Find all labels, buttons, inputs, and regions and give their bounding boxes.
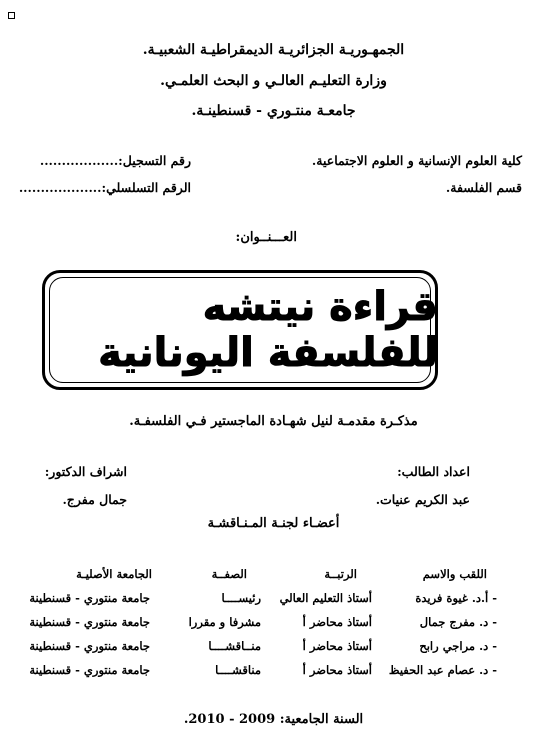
col-header-role: الصفــة [211,567,247,581]
thesis-title: قراءة نيتشه للفلسفة اليونانية [98,284,438,376]
col-header-name: اللقب والاسم [422,567,487,581]
member-rank: أستاذ محاضر أ [302,639,372,653]
republic-heading: الجمهـوريـة الجزائريـة الديمقراطيـة الشعبيـة. [142,42,405,58]
student-label: اعداد الطالب: [397,464,470,479]
member-name: - د. عصام عبد الحفيظ [388,663,497,677]
member-rank: أستاذ محاضر أ [302,615,372,629]
member-name: - أ.د. غيوة فريدة [415,591,497,605]
faculty-label: كلية العلوم الإنسانية و العلوم الاجتماعية. [311,153,522,168]
supervisor-label: اشراف الدكتور: [44,464,127,479]
member-role: منــاقشــــا [208,639,261,653]
title-label: العـــنــوان: [235,230,297,245]
col-header-university: الجامعة الأصليـة [76,567,152,581]
member-name: - د. مراجي رابح [419,639,497,653]
student-name: عبد الكريم عنيات. [375,492,470,507]
serial-number: الرقم التسلسلي:................... [18,180,191,195]
member-university: جامعة منتوري - قسنطينة [29,639,150,653]
member-rank: أستاذ محاضر أ [302,663,372,677]
member-university: جامعة منتوري - قسنطينة [29,663,150,677]
registration-number: رقم التسجيل:.................. [39,153,191,168]
supervisor-name: جمال مفرج. [62,492,127,507]
member-rank: أستاذ التعليم العالي [279,591,372,605]
ministry-heading: وزارة التعليـم العالـي و البحث العلمـي. [160,73,387,89]
member-role: مناقشــــا [215,663,261,677]
university-heading: جامعـة منتـوري - قسنطينـة. [191,103,356,119]
member-university: جامعة منتوري - قسنطينة [29,591,150,605]
academic-year: السنة الجامعية: 2009 - 2010. [183,712,364,727]
page-corner-mark [8,12,15,19]
member-name: - د. مفرج جمال [419,615,497,629]
department-label: قسم الفلسفة. [445,180,522,195]
thesis-subtitle: مذكـرة مقدمـة لنيل شهـادة الماجستير فـي الفلسفـة. [129,414,418,429]
member-role: مشرفا و مقررا [188,615,261,629]
member-university: جامعة منتوري - قسنطينة [29,615,150,629]
col-header-rank: الرتبــة [324,567,357,581]
member-role: رئيســــا [221,591,261,605]
committee-title: أعضـاء لجنـة المـنـاقشـة [207,516,340,531]
